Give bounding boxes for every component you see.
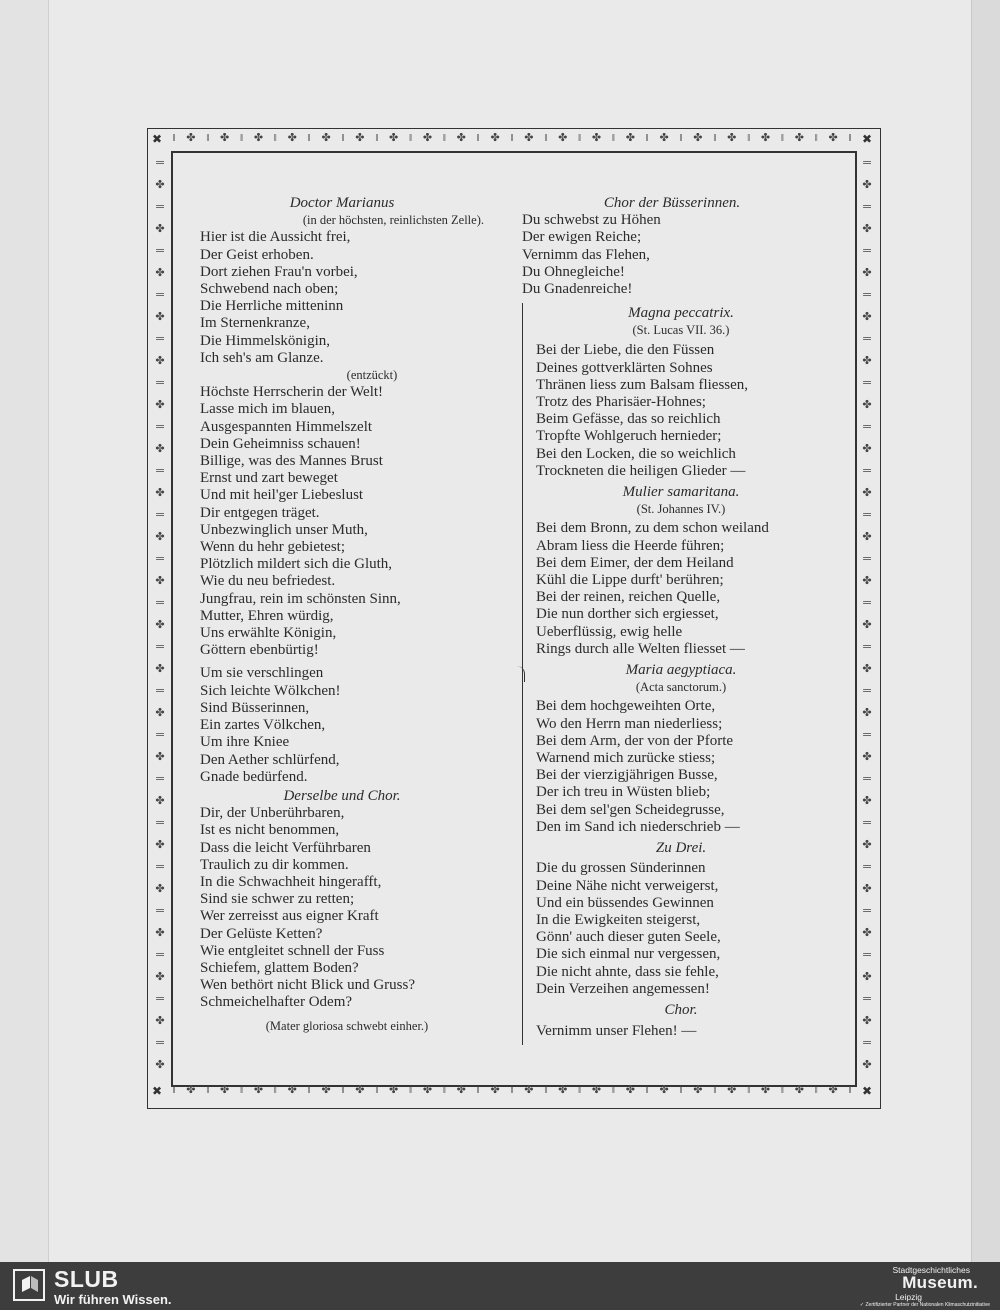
- ornament-corner: ✖: [862, 1084, 873, 1098]
- verse-line: Dir, der Unberührbaren,: [200, 805, 345, 822]
- scripture-reference: (Acta sanctorum.): [635, 680, 727, 695]
- verse-line: Der Geist erhoben.: [200, 246, 314, 263]
- stage-direction: (Mater gloriosa schwebt einher.): [265, 1018, 429, 1033]
- verse-line: Und mit heil'ger Liebeslust: [200, 487, 364, 504]
- verse-line: Ein zartes Völkchen,: [200, 717, 326, 734]
- speaker-heading: Doctor Marianus: [289, 195, 395, 211]
- verse-line: Uns erwählte Königin,: [200, 625, 337, 642]
- verse-line: Du Ohnegleiche!: [522, 263, 625, 280]
- verse-line: Die sich einmal nur vergessen,: [536, 946, 721, 963]
- right-column: [522, 195, 822, 298]
- scripture-reference: (St. Johannes IV.): [636, 502, 726, 517]
- speaker-heading: Mulier samaritana.: [622, 484, 740, 501]
- verse-line: Bei dem sel'gen Scheidegrusse,: [536, 801, 725, 818]
- verse-block: [200, 665, 484, 785]
- verse-line: Beim Gefässe, das so reichlich: [536, 411, 721, 428]
- speaker-heading: Chor.: [664, 1001, 698, 1018]
- verse-line: Tropfte Wohlgeruch hernieder;: [536, 428, 722, 445]
- ornament-border-bottom: ‖ ✤ ‖ ✤ ‖ ✤ ‖ ✤ ‖ ✤ ‖ ✤ ‖ ✤ ‖ ✤ ‖ ✤ ‖ ✤ ‖ ✤ ‖ ✤ ‖ ✤ ‖ ✤ ‖ ✤ ‖ ✤ ‖ ✤ ‖ ✤ ‖ ✤ ‖ ✤ ‖: [172, 1085, 856, 1096]
- verse-line: Bei dem Arm, der von der Pforte: [536, 732, 734, 749]
- verse-line: Rings durch alle Welten fliesset —: [536, 640, 745, 657]
- verse-line: Trockneten die heiligen Glieder —: [536, 462, 746, 479]
- verse-line: Lasse mich im blauen,: [200, 401, 335, 418]
- verse-line: Jungfrau, rein im schönsten Sinn,: [200, 590, 401, 607]
- verse-line: Gönn' auch dieser guten Seele,: [536, 929, 721, 946]
- verse-line: Traulich zu dir kommen.: [200, 856, 349, 873]
- verse-line: Dir entgegen träget.: [200, 504, 320, 521]
- verse-line: Dort ziehen Frau'n vorbei,: [200, 263, 358, 280]
- verse-block: [536, 1023, 826, 1040]
- verse-line: Die Herrliche mitteninn: [200, 298, 344, 315]
- verse-line: Bei der reinen, reichen Quelle,: [536, 589, 721, 606]
- verse-line: Abram liess die Heerde führen;: [536, 537, 725, 554]
- stage-direction: (in der höchsten, reinlichsten Zelle).: [302, 213, 484, 228]
- speaker-heading: Zu Drei.: [655, 840, 707, 857]
- ornament-corner: ✖: [152, 132, 163, 146]
- ornament-corner: ✖: [152, 1084, 163, 1098]
- ornament-border-right: ═ ✤ ═ ✤ ═ ✤ ═ ✤ ═ ✤ ═ ✤ ═ ✤ ═ ✤ ═ ✤ ═ ✤ ═ ✤ ═ ✤ ═ ✤ ═ ✤ ═ ✤ ═ ✤ ═ ✤ ═ ✤ ═ ✤ ═ ✤ ═ ✤: [862, 157, 872, 1071]
- verse-line: Dass die leicht Verführbaren: [200, 839, 371, 856]
- verse-line: Thränen liess zum Balsam fliessen,: [536, 376, 749, 393]
- verse-line: Schiefem, glattem Boden?: [200, 959, 359, 976]
- verse-line: Plötzlich mildert sich die Gluth,: [200, 556, 393, 573]
- verse-line: Gnade bedürfend.: [200, 768, 308, 785]
- verse-line: Schwebend nach oben;: [200, 281, 339, 298]
- previous-page-edge: [0, 0, 49, 1262]
- verse-line: Die nun dorther sich ergiesset,: [536, 606, 719, 623]
- verse-line: Du schwebst zu Höhen: [522, 212, 661, 229]
- verse-line: Den Aether schlürfend,: [200, 751, 340, 768]
- page-right-edge: [971, 0, 1000, 1262]
- scripture-reference: (St. Lucas VII. 36.): [632, 323, 730, 338]
- slub-name[interactable]: SLUB: [54, 1266, 119, 1292]
- verse-line: Die Himmelskönigin,: [200, 332, 330, 349]
- verse-line: Um sie verschlingen: [200, 665, 324, 682]
- verse-line: In die Ewigkeiten steigerst,: [536, 911, 701, 928]
- speaker-heading: Magna peccatrix.: [628, 305, 734, 321]
- verse-line: Ausgespannten Himmelszelt: [200, 418, 373, 435]
- left-column: [200, 195, 484, 1035]
- verse-block: [200, 229, 484, 367]
- speaker-heading: Maria aegyptiaca.: [625, 662, 737, 679]
- museum-label: Stadtgeschichtliches: [892, 1265, 970, 1275]
- verse-line: Göttern ebenbürtig!: [200, 642, 319, 659]
- verse-line: Wie du neu befriedest.: [200, 573, 336, 590]
- museum-city: Leipzig: [895, 1292, 922, 1302]
- ornament-border-left: ═ ✤ ═ ✤ ═ ✤ ═ ✤ ═ ✤ ═ ✤ ═ ✤ ═ ✤ ═ ✤ ═ ✤ ═ ✤ ═ ✤ ═ ✤ ═ ✤ ═ ✤ ═ ✤ ═ ✤ ═ ✤ ═ ✤ ═ ✤ ═ ✤: [155, 157, 165, 1071]
- verse-line: Wenn du hehr gebietest;: [200, 539, 345, 556]
- verse-line: Sich leichte Wölkchen!: [200, 682, 341, 699]
- verse-line: Der ich treu in Wüsten blieb;: [536, 784, 711, 801]
- ornament-corner: ✖: [862, 132, 873, 146]
- verse-line: Ernst und zart beweget: [200, 470, 338, 487]
- museum-name[interactable]: Museum.: [902, 1273, 978, 1292]
- verse-line: Den im Sand ich niederschrieb —: [536, 818, 740, 835]
- verse-line: Der ewigen Reiche;: [522, 229, 642, 246]
- verse-line: Die nicht ahnte, dass sie fehle,: [536, 963, 719, 980]
- slub-logo-icon[interactable]: [12, 1268, 46, 1302]
- verse-line: Dein Geheimniss schauen!: [200, 435, 361, 452]
- verse-line: Bei dem Bronn, zu dem schon weiland: [536, 520, 769, 537]
- verse-line: Billige, was des Mannes Brust: [200, 453, 383, 470]
- verse-line: Ich seh's am Glanze.: [200, 349, 324, 366]
- verse-block: [536, 520, 826, 658]
- verse-line: Höchste Herrscherin der Welt!: [200, 384, 384, 401]
- verse-line: Vernimm das Flehen,: [522, 246, 650, 263]
- verse-line: Hier ist die Aussicht frei,: [200, 229, 351, 246]
- verse-line: Unbezwinglich unser Muth,: [200, 521, 368, 538]
- verse-line: Kühl die Lippe durft' berühren;: [536, 572, 724, 589]
- verse-line: Bei der vierzigjährigen Busse,: [536, 767, 718, 784]
- verse-line: Wer zerreisst aus eigner Kraft: [200, 908, 379, 925]
- verse-line: Deine Nähe nicht verweigerst,: [536, 877, 719, 894]
- verse-block: [200, 384, 484, 659]
- verse-line: Bei der Liebe, die den Füssen: [536, 342, 715, 359]
- verse-line: Sind sie schwer zu retten;: [200, 891, 355, 908]
- verse-line: Sind Büsserinnen,: [200, 699, 310, 716]
- verse-line: Um ihre Kniee: [200, 734, 290, 751]
- museum-certification: ✓ Zertifizierter Partner der Nationalen Klimaschutzinitiative: [859, 1302, 990, 1308]
- verse-line: Bei dem hochgeweihten Orte,: [536, 698, 716, 715]
- verse-line: Du Gnadenreiche!: [522, 281, 633, 298]
- verse-line: Ueberflüssig, ewig helle: [536, 623, 683, 640]
- verse-line: Dein Verzeihen angemessen!: [536, 980, 710, 997]
- ornament-border-top: ‖ ✤ ‖ ✤ ‖ ✤ ‖ ✤ ‖ ✤ ‖ ✤ ‖ ✤ ‖ ✤ ‖ ✤ ‖ ✤ ‖ ✤ ‖ ✤ ‖ ✤ ‖ ✤ ‖ ✤ ‖ ✤ ‖ ✤ ‖ ✤ ‖ ✤ ‖ ✤ ‖: [172, 133, 856, 144]
- verse-line: Und ein büssendes Gewinnen: [536, 894, 714, 911]
- verse-block: [536, 698, 826, 836]
- speaker-heading: Derselbe und Chor.: [283, 787, 401, 804]
- verse-line: Bei dem Eimer, der dem Heiland: [536, 554, 734, 571]
- verse-line: Wen bethört nicht Blick und Gruss?: [200, 977, 416, 994]
- verse-line: Vernimm unser Flehen! —: [536, 1023, 697, 1040]
- verse-line: Schmeichelhafter Odem?: [200, 994, 353, 1011]
- verse-line: Die du grossen Sünderinnen: [536, 860, 706, 877]
- verse-block: [536, 860, 826, 998]
- verse-line: Warnend mich zurücke stiess;: [536, 750, 716, 767]
- speaker-heading: Chor der Büsserinnen.: [603, 195, 741, 211]
- verse-line: Bei den Locken, die so weichlich: [536, 445, 736, 462]
- verse-block: [536, 342, 826, 480]
- verse-line: In die Schwachheit hingerafft,: [200, 873, 382, 890]
- verse-line: Deines gottverklärten Sohnes: [536, 359, 713, 376]
- verse-block: [522, 212, 822, 298]
- verse-line: Wie entgleitet schnell der Fuss: [200, 942, 385, 959]
- stage-direction: (entzückt): [346, 368, 398, 383]
- verse-line: Im Sternenkranze,: [200, 315, 310, 332]
- verse-line: Trotz des Pharisäer-Hohnes;: [536, 394, 706, 411]
- verse-line: Mutter, Ehren würdig,: [200, 607, 334, 624]
- verse-line: Ist es nicht benommen,: [200, 822, 340, 839]
- viewer-footer: [0, 1262, 1000, 1310]
- slub-tagline: Wir führen Wissen.: [54, 1292, 172, 1307]
- verse-line: Wo den Herrn man niederliess;: [536, 715, 723, 732]
- verse-block: [200, 805, 484, 1011]
- right-column-bracketed: [536, 305, 826, 1040]
- verse-line: Der Gelüste Ketten?: [200, 925, 323, 942]
